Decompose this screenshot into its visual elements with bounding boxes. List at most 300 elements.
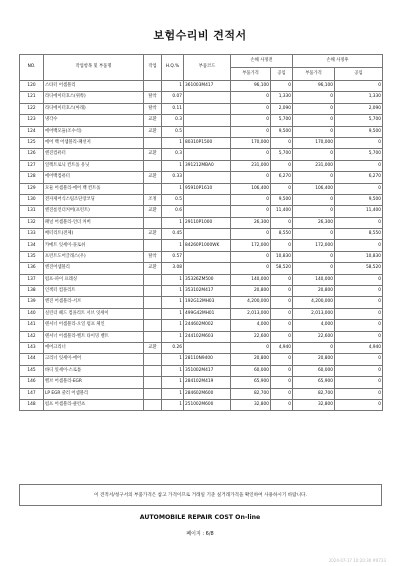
row-labor-after: 0 (335, 297, 383, 308)
row-price-before: 0 (231, 172, 271, 183)
row-item: 라디에이터호스(아래) (44, 103, 144, 114)
row-labor-before: 2,090 (271, 103, 293, 114)
row-hq: 1 (162, 331, 184, 342)
row-no: 145 (20, 365, 44, 376)
row-op (144, 274, 162, 285)
table-row (20, 149, 383, 160)
row-code: 244102M603 (184, 331, 231, 342)
row-labor-after: 0 (335, 354, 383, 365)
row-no: 122 (20, 103, 44, 114)
row-hq: 1 (162, 308, 184, 319)
row-hq: 1 (162, 320, 184, 331)
row-no: 144 (20, 354, 44, 365)
row-price-after: 0 (293, 92, 335, 103)
row-price-after: 96,100 (293, 81, 335, 92)
row-no: 142 (20, 331, 44, 342)
table-row (20, 103, 383, 114)
row-op (144, 81, 162, 92)
row-code: 499G42MH01 (184, 308, 231, 319)
row-code (184, 263, 231, 274)
row-code: 284102M419 (184, 377, 231, 388)
row-code (184, 126, 231, 137)
table-row (20, 320, 383, 331)
row-labor-before: 0 (271, 365, 293, 376)
row-op (144, 160, 162, 171)
row-code: 353102M417 (184, 286, 231, 297)
row-hq: 1 (162, 286, 184, 297)
row-item: 프런트도어글래스(우) (44, 251, 144, 262)
header-labor-after: 공임 (335, 68, 383, 81)
row-code (184, 194, 231, 205)
row-op: 교환 (144, 115, 162, 126)
row-no: 146 (20, 377, 44, 388)
table-row (20, 172, 383, 183)
row-code (184, 103, 231, 114)
row-price-before: 0 (231, 115, 271, 126)
row-price-before: 140,000 (231, 274, 271, 285)
row-labor-after: 9,500 (335, 194, 383, 205)
print-stamp: 2024-07-17 10:20:30 #0733 (328, 558, 386, 563)
row-item: 펌프-파이 프레싱 (44, 274, 144, 285)
row-price-before: 231,000 (231, 160, 271, 171)
row-price-after: 0 (293, 103, 335, 114)
table-row (20, 126, 383, 137)
table-row (20, 286, 383, 297)
notice-text: 이 견적서/청구서의 부품가격은 참고 가격이므로 거래일 기준 실거래가격을 확인하여 사용하시기 바랍니다. (94, 493, 307, 498)
row-hq: 1 (162, 183, 184, 194)
row-op (144, 240, 162, 251)
row-item: 일렉트로닉 컨트롤 유닛 (44, 160, 144, 171)
row-price-after: 20,800 (293, 286, 335, 297)
row-price-after: 20,800 (293, 354, 335, 365)
row-labor-after: 11,400 (335, 206, 383, 217)
row-labor-after: 0 (335, 81, 383, 92)
row-op (144, 308, 162, 319)
row-item: 크리너 잇세이-에어 (44, 354, 144, 365)
row-hq: 1 (162, 354, 184, 365)
row-code: 244602M002 (184, 320, 231, 331)
row-labor-before: 6,270 (271, 172, 293, 183)
row-hq: 0.5 (162, 194, 184, 205)
row-item: 전자제어식스팀조단장코딩 (44, 194, 144, 205)
row-op (144, 297, 162, 308)
row-op: 탈착 (144, 251, 162, 262)
row-no: 133 (20, 229, 44, 240)
row-code: 95910P1610 (184, 183, 231, 194)
row-no: 136 (20, 263, 44, 274)
row-op: 조정 (144, 194, 162, 205)
row-labor-after: 0 (335, 240, 383, 251)
header-code: 부품코드 (184, 55, 231, 81)
row-code: 361003M417 (184, 81, 231, 92)
row-no: 130 (20, 194, 44, 205)
row-labor-after: 0 (335, 365, 383, 376)
row-hq: 0.57 (162, 251, 184, 262)
row-price-before: 0 (231, 251, 271, 262)
row-op (144, 354, 162, 365)
row-hq: 3.08 (162, 263, 184, 274)
row-no: 147 (20, 388, 44, 399)
table-row (20, 229, 383, 240)
row-labor-after: 0 (335, 399, 383, 410)
row-labor-after: 5,700 (335, 149, 383, 160)
row-price-after: 0 (293, 194, 335, 205)
row-code (184, 229, 231, 240)
row-labor-before: 5,700 (271, 149, 293, 160)
row-price-before: 170,000 (231, 137, 271, 148)
row-price-after: 170,000 (293, 137, 335, 148)
header-parts-price-before: 부품가격 (231, 68, 271, 81)
table-row (20, 217, 383, 228)
row-labor-after: 0 (335, 286, 383, 297)
row-labor-before: 0 (271, 320, 293, 331)
row-hq: 0.45 (162, 229, 184, 240)
notice-box (19, 484, 382, 506)
row-no: 135 (20, 251, 44, 262)
table-row (20, 137, 383, 148)
row-labor-before: 0 (271, 286, 293, 297)
row-price-after: 0 (293, 229, 335, 240)
row-item: LP EGR 쿨러 어셈블리 (44, 388, 144, 399)
table-row (20, 297, 383, 308)
table-row (20, 92, 383, 103)
row-op: 교환 (144, 342, 162, 353)
row-op (144, 137, 162, 148)
row-labor-before: 0 (271, 160, 293, 171)
table-row (20, 240, 383, 251)
row-price-after: 4,200,000 (293, 297, 335, 308)
row-labor-before: 0 (271, 297, 293, 308)
table-row (20, 194, 383, 205)
table-row (20, 81, 383, 92)
row-price-before: 82,700 (231, 388, 271, 399)
row-item: 바디 잇세이-스로틀 (44, 365, 144, 376)
row-item: 배터리트(전체) (44, 229, 144, 240)
row-code (184, 92, 231, 103)
row-price-before: 0 (231, 126, 271, 137)
row-hq: 1 (162, 377, 184, 388)
row-op (144, 388, 162, 399)
row-item: 엔진룸언더커버(프런트) (44, 206, 144, 217)
row-item: 밸브 어셈블리-EGR (44, 377, 144, 388)
header-parts-price-after: 부품가격 (293, 68, 335, 81)
row-hq: 0.33 (162, 172, 184, 183)
row-op (144, 217, 162, 228)
header-op: 작업 (144, 55, 162, 81)
row-labor-after: 0 (335, 274, 383, 285)
row-price-before: 0 (231, 263, 271, 274)
header-before: 손해 사정전 (231, 55, 293, 68)
row-hq: 1 (162, 217, 184, 228)
row-code: 35326ZM500 (184, 274, 231, 285)
row-code: 192G12MH03 (184, 297, 231, 308)
row-hq: 1 (162, 274, 184, 285)
row-op: 교환 (144, 149, 162, 160)
row-price-before: 26,300 (231, 217, 271, 228)
row-op: 교환 (144, 206, 162, 217)
row-item: 엔진 어셈블리-서브 (44, 297, 144, 308)
row-item: 모듈 어셈블리-에어 백 컨트롤 (44, 183, 144, 194)
row-labor-after: 10,830 (335, 251, 383, 262)
row-no: 123 (20, 115, 44, 126)
row-labor-before: 9,500 (271, 126, 293, 137)
row-code: 251002M600 (184, 399, 231, 410)
row-hq: 1 (162, 297, 184, 308)
row-price-before: 65,900 (231, 377, 271, 388)
row-labor-before: 5,700 (271, 115, 293, 126)
row-price-before: 4,000 (231, 320, 271, 331)
table-row (20, 308, 383, 319)
row-labor-before: 0 (271, 331, 293, 342)
row-hq: 0.5 (162, 126, 184, 137)
row-labor-before: 0 (271, 183, 293, 194)
table-row (20, 377, 383, 388)
row-price-before: 20,800 (231, 354, 271, 365)
row-price-before: 172,000 (231, 240, 271, 251)
row-op: 교환 (144, 172, 162, 183)
table-row (20, 183, 383, 194)
header-item: 작업항목 및 부품명 (44, 55, 144, 81)
row-item: 에어백컴퓨터 (44, 172, 144, 183)
row-labor-after: 0 (335, 217, 383, 228)
table-row (20, 115, 383, 126)
row-no: 120 (20, 81, 44, 92)
row-labor-after: 0 (335, 137, 383, 148)
row-item: 냉각수 (44, 115, 144, 126)
row-op (144, 399, 162, 410)
row-labor-after: 0 (335, 183, 383, 194)
row-labor-before: 0 (271, 137, 293, 148)
row-hq: 1 (162, 365, 184, 376)
row-price-before: 2,013,000 (231, 308, 271, 319)
row-op: 교환 (144, 229, 162, 240)
row-price-before: 106,400 (231, 183, 271, 194)
row-op (144, 365, 162, 376)
row-labor-after: 4,940 (335, 342, 383, 353)
row-price-after: 0 (293, 172, 335, 183)
row-code: 28110N9400 (184, 354, 231, 365)
row-item: 텐셔너 어셈블리-벨트 타이밍 벨트 (44, 331, 144, 342)
row-labor-before: 9,500 (271, 194, 293, 205)
row-hq: 0.26 (162, 342, 184, 353)
row-price-after: 32,800 (293, 399, 335, 410)
row-labor-after: 0 (335, 160, 383, 171)
row-code (184, 251, 231, 262)
row-price-after: 0 (293, 115, 335, 126)
row-price-after: 22,600 (293, 331, 335, 342)
row-op (144, 331, 162, 342)
row-code: 29110P1000 (184, 217, 231, 228)
row-no: 138 (20, 286, 44, 297)
row-item: 인젝터 컴플리트 (44, 286, 144, 297)
row-labor-after: 0 (335, 377, 383, 388)
row-hq: 0.3 (162, 115, 184, 126)
row-price-after: 0 (293, 342, 335, 353)
row-code (184, 172, 231, 183)
row-price-before: 0 (231, 194, 271, 205)
row-hq: 0.07 (162, 92, 184, 103)
row-price-before: 0 (231, 229, 271, 240)
row-no: 137 (20, 274, 44, 285)
row-code: 351002M417 (184, 365, 231, 376)
table-row (20, 365, 383, 376)
header-labor-before: 공임 (271, 68, 293, 81)
header-after: 손해 사정후 (293, 55, 383, 68)
row-no: 125 (20, 137, 44, 148)
row-hq: 1 (162, 81, 184, 92)
table-row (20, 331, 383, 342)
estimate-table (19, 54, 383, 411)
row-price-after: 26,300 (293, 217, 335, 228)
row-labor-before: 0 (271, 240, 293, 251)
row-price-before: 60,000 (231, 365, 271, 376)
footer-title: AUTOMOBILE REPAIR COST On-line (139, 514, 261, 521)
row-price-after: 2,013,000 (293, 308, 335, 319)
row-labor-after: 1,330 (335, 92, 383, 103)
table-row (20, 354, 383, 365)
row-op: 교환 (144, 263, 162, 274)
row-labor-before: 58,520 (271, 263, 293, 274)
row-price-after: 82,700 (293, 388, 335, 399)
row-code (184, 342, 231, 353)
header-hq: H.Q.% (162, 55, 184, 81)
row-no: 126 (20, 149, 44, 160)
row-no: 148 (20, 399, 44, 410)
row-item: 패널 어셈블리-언더 커버 (44, 217, 144, 228)
page-number: 페이지 : 6/8 (186, 531, 214, 537)
row-hq: 0.11 (162, 103, 184, 114)
row-price-after: 0 (293, 126, 335, 137)
row-price-after: 65,900 (293, 377, 335, 388)
row-labor-before: 0 (271, 377, 293, 388)
row-no: 139 (20, 297, 44, 308)
row-price-after: 0 (293, 149, 335, 160)
row-price-after: 140,000 (293, 274, 335, 285)
table-row (20, 274, 383, 285)
table-row (20, 160, 383, 171)
row-hq: 1 (162, 240, 184, 251)
row-code: 391212MBA0 (184, 160, 231, 171)
row-labor-after: 58,520 (335, 263, 383, 274)
row-op: 탈착 (144, 92, 162, 103)
row-hq: 1 (162, 137, 184, 148)
row-price-after: 0 (293, 206, 335, 217)
row-price-after: 231,000 (293, 160, 335, 171)
row-no: 127 (20, 160, 44, 171)
row-op: 탈착 (144, 103, 162, 114)
table-row (20, 342, 383, 353)
row-op (144, 320, 162, 331)
row-price-after: 60,000 (293, 365, 335, 376)
row-labor-after: 0 (335, 308, 383, 319)
row-labor-after: 0 (335, 331, 383, 342)
row-item: 텐셔너 어셈블리-오일 펌프 체인 (44, 320, 144, 331)
row-price-before: 0 (231, 342, 271, 353)
row-labor-after: 0 (335, 320, 383, 331)
row-labor-before: 10,830 (271, 251, 293, 262)
table-row (20, 251, 383, 262)
row-no: 143 (20, 342, 44, 353)
row-price-before: 20,800 (231, 286, 271, 297)
row-labor-before: 0 (271, 388, 293, 399)
row-price-before: 0 (231, 206, 271, 217)
row-hq: 1 (162, 160, 184, 171)
row-item: 펌프 어셈블리-클런츠 (44, 399, 144, 410)
row-labor-before: 0 (271, 217, 293, 228)
row-code (184, 206, 231, 217)
row-item: 스타터 어셈블리 (44, 81, 144, 92)
row-hq: 1 (162, 399, 184, 410)
row-code: 80310P1500 (184, 137, 231, 148)
row-no: 121 (20, 92, 44, 103)
row-no: 124 (20, 126, 44, 137)
row-price-before: 96,100 (231, 81, 271, 92)
row-item: 카메트 잇세이-플로쉬 (44, 240, 144, 251)
row-item: 에어 백 어셈블리-패선저 (44, 137, 144, 148)
row-op (144, 377, 162, 388)
row-labor-before: 1,330 (271, 92, 293, 103)
row-price-after: 106,400 (293, 183, 335, 194)
row-item: 엔진컴퓨터 (44, 149, 144, 160)
row-labor-before: 0 (271, 399, 293, 410)
row-hq: 0.6 (162, 206, 184, 217)
row-code: 84260P1000WK (184, 240, 231, 251)
row-no: 128 (20, 172, 44, 183)
row-no: 129 (20, 183, 44, 194)
row-labor-before: 8,550 (271, 229, 293, 240)
row-op (144, 183, 162, 194)
row-hq: 0.3 (162, 149, 184, 160)
row-labor-before: 11,400 (271, 206, 293, 217)
row-labor-before: 4,940 (271, 342, 293, 353)
table-row (20, 388, 383, 399)
row-hq: 1 (162, 388, 184, 399)
row-labor-after: 8,550 (335, 229, 383, 240)
row-price-before: 0 (231, 103, 271, 114)
row-labor-after: 0 (335, 388, 383, 399)
row-no: 140 (20, 308, 44, 319)
table-row (20, 263, 383, 274)
row-labor-after: 9,500 (335, 126, 383, 137)
row-no: 132 (20, 217, 44, 228)
row-price-before: 22,600 (231, 331, 271, 342)
row-price-before: 4,200,000 (231, 297, 271, 308)
row-price-before: 0 (231, 149, 271, 160)
row-price-before: 32,800 (231, 399, 271, 410)
row-labor-before: 0 (271, 274, 293, 285)
row-op (144, 286, 162, 297)
row-labor-before: 0 (271, 308, 293, 319)
row-code: 284602M600 (184, 388, 231, 399)
row-code (184, 149, 231, 160)
row-op: 교환 (144, 126, 162, 137)
row-item: 에어크리너 (44, 342, 144, 353)
row-price-after: 0 (293, 263, 335, 274)
row-no: 134 (20, 240, 44, 251)
table-row (20, 399, 383, 410)
table-row (20, 206, 383, 217)
row-labor-after: 2,090 (335, 103, 383, 114)
row-no: 131 (20, 206, 44, 217)
row-labor-after: 5,700 (335, 115, 383, 126)
row-price-after: 172,000 (293, 240, 335, 251)
row-labor-before: 0 (271, 81, 293, 92)
header-no: NO. (20, 55, 44, 81)
row-item: 엔진어셈블리 (44, 263, 144, 274)
row-price-after: 4,000 (293, 320, 335, 331)
row-no: 141 (20, 320, 44, 331)
row-item: 라디에이터호스(위쪽) (44, 92, 144, 103)
